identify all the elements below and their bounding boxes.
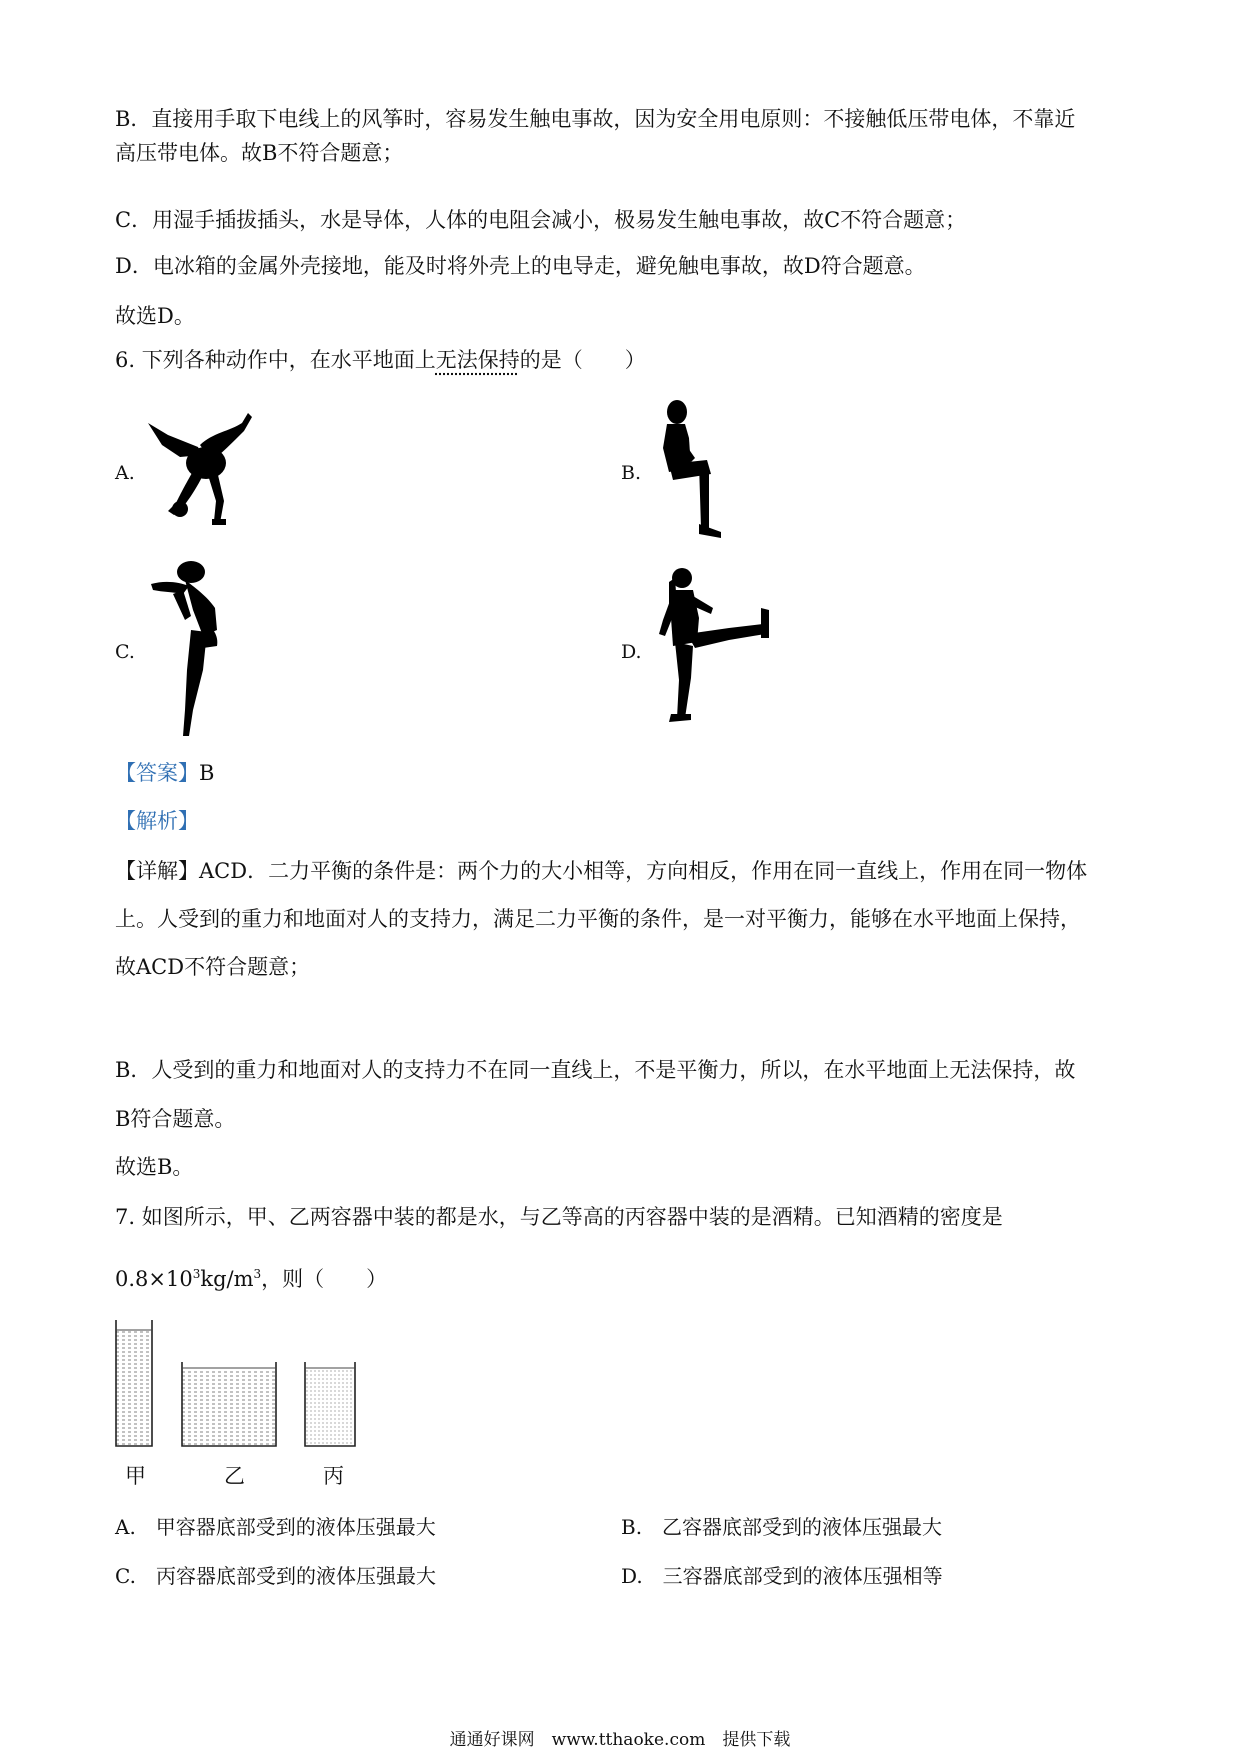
q6-detail-line3: 故ACD不符合题意； <box>115 955 311 979</box>
container-bing <box>305 1362 355 1446</box>
q6-detail-line4: B．人受到的重力和地面对人的支持力不在同一直线上，不是平衡力，所以，在水平地面上无法保持，故 <box>115 1058 1076 1082</box>
q6-option-d-label: D. <box>621 641 642 663</box>
container-jia <box>116 1320 152 1446</box>
answer-value: B <box>199 761 215 785</box>
container-label-yi: 乙 <box>224 1464 245 1488</box>
q6-option-c-label: C. <box>115 641 135 663</box>
q6-option-b-label: B. <box>621 462 642 484</box>
q5-conclusion: 故选D。 <box>115 304 195 328</box>
q6-detail-line1: 【详解】ACD．二力平衡的条件是：两个力的大小相等，方向相反，作用在同一直线上，作用在同一物体 <box>115 859 1088 883</box>
q7-option-c: C. 丙容器底部受到的液体压强最大 <box>115 1564 436 1588</box>
analysis-tag: 【解析】 <box>115 809 199 833</box>
breakdance-handstand-silhouette-icon <box>140 405 270 530</box>
q6-answer <box>115 760 214 786</box>
q6-option-a-label: A. <box>115 462 135 484</box>
answer-tag: 【答案】 <box>115 761 199 785</box>
q6-detail-line2: 上。人受到的重力和地面对人的支持力，满足二力平衡的条件，是一对平衡力，能够在水平地面上保持， <box>115 907 1081 931</box>
q7-option-a: A. 甲容器底部受到的液体压强最大 <box>115 1515 436 1539</box>
q5-option-b-line2: 高压带电体。故B不符合题意； <box>115 141 404 165</box>
q7-stem-line2: $0.8\times 10^3kg/m^3$，则（ ） <box>115 1267 388 1291</box>
container-yi <box>182 1362 276 1446</box>
q6-detail-line5: B符合题意。 <box>115 1107 236 1131</box>
container-label-bing: 丙 <box>323 1464 344 1488</box>
sitting-person-silhouette-icon <box>655 398 735 543</box>
q5-option-b-line1: B．直接用手取下电线上的风筝时，容易发生触电事故，因为安全用电原则：不接触低压带电体，不靠近 <box>115 107 1076 131</box>
q5-option-c: C．用湿手插拔插头，水是导体，人体的电阻会减小，极易发生触电事故，故C不符合题意； <box>115 208 967 232</box>
containers-figure <box>110 1318 370 1453</box>
q7-option-b: B. 乙容器底部受到的液体压强最大 <box>621 1515 943 1539</box>
woman-kicking-silhouette-icon <box>655 568 780 728</box>
container-label-jia: 甲 <box>125 1464 146 1488</box>
q6-stem-emphasis: 无法保持 <box>435 348 520 372</box>
q6-stem: 6. 下列各种动作中，在水平地面上无法保持的是（ ） <box>115 348 646 372</box>
dancer-leg-hold-silhouette-icon <box>145 560 245 740</box>
q7-option-d: D. 三容器底部受到的液体压强相等 <box>621 1564 943 1588</box>
density-value: $0.8\times 10^3kg/m^3$ <box>115 1267 262 1291</box>
q7-stem-line1: 7. 如图所示，甲、乙两容器中装的都是水，与乙等高的丙容器中装的是酒精。已知酒精的密度是 <box>115 1205 1003 1229</box>
q6-conclusion: 故选B。 <box>115 1155 194 1179</box>
q5-option-d: D．电冰箱的金属外壳接地，能及时将外壳上的电导走，避免触电事故，故D符合题意。 <box>115 254 926 278</box>
footer-source: 通通好课网 www.tthaoke.com 提供下载 <box>449 1730 791 1750</box>
